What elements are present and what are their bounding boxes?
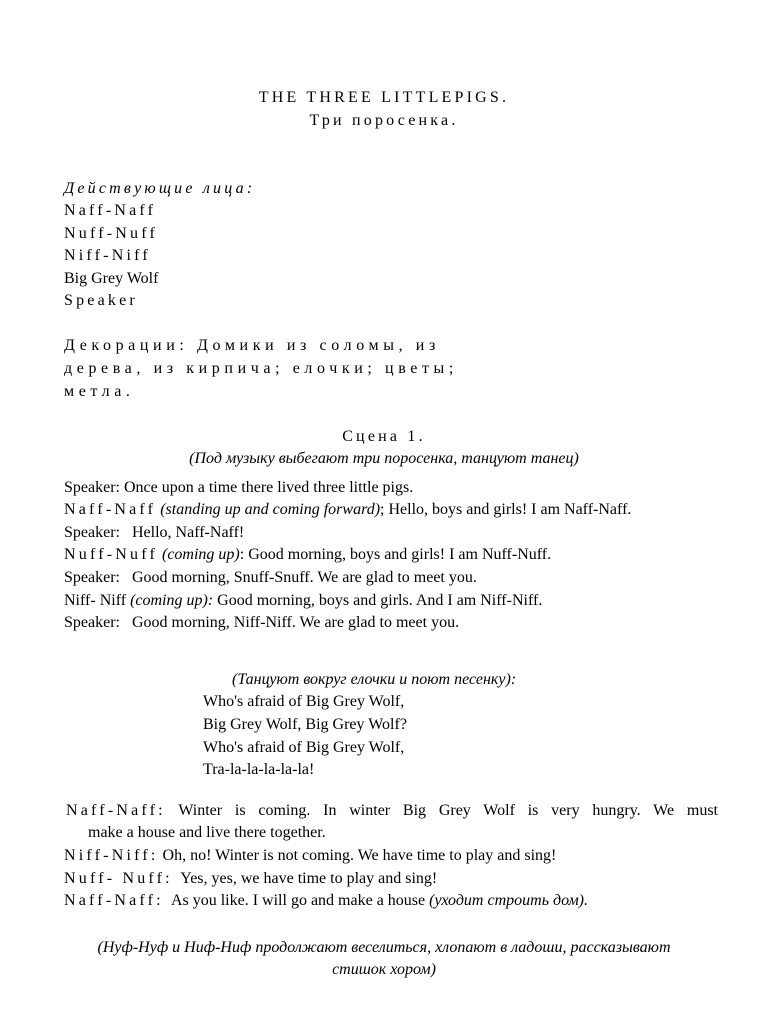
dialogue-text: As you like. I will go and make a house bbox=[163, 892, 430, 909]
page-subtitle: Три поросенка. bbox=[309, 112, 459, 129]
cast-item: Nuff-Nuff bbox=[64, 225, 158, 242]
speaker-name: Speaker: bbox=[64, 479, 120, 496]
dialogue-line bbox=[64, 612, 459, 634]
dialogue-text: Oh, no! Winter is not coming. We have time to play and sing! bbox=[158, 847, 557, 864]
dialogue-text: ; Hello, boys and girls! I am Naff-Naff. bbox=[380, 501, 632, 518]
dialogue-text: : Good morning, boys and girls! I am Nuff-Nuff. bbox=[239, 546, 552, 563]
decorations-label: Декорации: bbox=[64, 337, 189, 354]
stage-direction: (coming up) bbox=[157, 546, 240, 563]
speaker-name: Speaker: bbox=[64, 524, 120, 541]
stage-direction: (Под музыку выбегают три поросенка, танцуют танец) bbox=[189, 450, 579, 467]
speaker-name: Speaker: bbox=[64, 614, 120, 631]
speaker-name: Niff- Niff bbox=[64, 592, 127, 609]
cast-item: Niff-Niff bbox=[64, 247, 151, 264]
stage-direction: (уходит строить дом). bbox=[429, 892, 588, 909]
dialogue-text: Good morning, boys and girls. And I am Niff-Niff. bbox=[213, 592, 543, 609]
song-line: Who's afraid of Big Grey Wolf, bbox=[203, 739, 405, 756]
dialogue-line bbox=[64, 567, 477, 589]
dialogue-line bbox=[64, 499, 631, 521]
dialogue-text: Good morning, Snuff-Snuff. We are glad to meet you. bbox=[119, 569, 477, 586]
decorations-text: Домики из соломы, из bbox=[197, 337, 440, 354]
stage-direction: (Танцуют вокруг елочки и поют песенку): bbox=[232, 671, 517, 688]
dialogue-line bbox=[66, 800, 718, 822]
dialogue-text: Hello, Naff-Naff! bbox=[119, 524, 245, 541]
dialogue-line bbox=[64, 890, 588, 912]
song-line: Tra-la-la-la-la-la! bbox=[203, 761, 315, 778]
dialogue-text: Once upon a time there lived three little pigs. bbox=[119, 479, 414, 496]
song-line: Big Grey Wolf, Big Grey Wolf? bbox=[203, 716, 407, 733]
dialogue-line bbox=[64, 544, 551, 566]
decorations-line bbox=[64, 335, 440, 357]
speaker-name: Niff-Niff: bbox=[64, 847, 159, 864]
dialogue-line bbox=[64, 522, 244, 544]
cast-item: Big Grey Wolf bbox=[64, 270, 159, 287]
dialogue-continuation: make a house and live there together. bbox=[88, 824, 326, 841]
speaker-name: Nuff- Nuff: bbox=[64, 870, 173, 887]
speaker-name: Speaker: bbox=[64, 569, 120, 586]
stage-direction: (standing up and coming forward) bbox=[156, 501, 381, 518]
cast-item: Speaker bbox=[64, 292, 138, 309]
decorations-line: дерева, из кирпича; елочки; цветы; bbox=[64, 360, 458, 377]
page-title: THE THREE LITTLEPIGS. bbox=[258, 89, 510, 106]
stage-direction: стишок хором) bbox=[332, 961, 436, 978]
dialogue-line bbox=[64, 845, 556, 867]
dialogue-text: Good morning, Niff-Niff. We are glad to meet you. bbox=[119, 614, 460, 631]
speaker-name: Naff-Naff: bbox=[66, 802, 166, 819]
speaker-name: Naff-Naff bbox=[64, 501, 157, 518]
stage-direction: (Нуф-Нуф и Ниф-Ниф продолжают веселиться, хлопают в ладоши, рассказывают bbox=[97, 939, 671, 956]
speaker-name: Naff-Naff: bbox=[64, 892, 164, 909]
dialogue-line bbox=[64, 868, 437, 890]
decorations-line: метла. bbox=[64, 383, 135, 400]
song-line: Who's afraid of Big Grey Wolf, bbox=[203, 693, 405, 710]
scene-title: Сцена 1. bbox=[342, 428, 426, 445]
cast-item: Naff-Naff bbox=[64, 202, 157, 219]
dialogue-line bbox=[64, 477, 413, 499]
dialogue-text: Yes, yes, we have time to play and sing! bbox=[172, 870, 438, 887]
dialogue-line bbox=[64, 590, 542, 612]
stage-direction: (coming up): bbox=[126, 592, 214, 609]
speaker-name: Nuff-Nuff bbox=[64, 546, 158, 563]
cast-heading: Действующие лица: bbox=[64, 180, 256, 197]
dialogue-text: Winter is coming. In winter Big Grey Wolf is very hungry. We must bbox=[178, 802, 718, 819]
